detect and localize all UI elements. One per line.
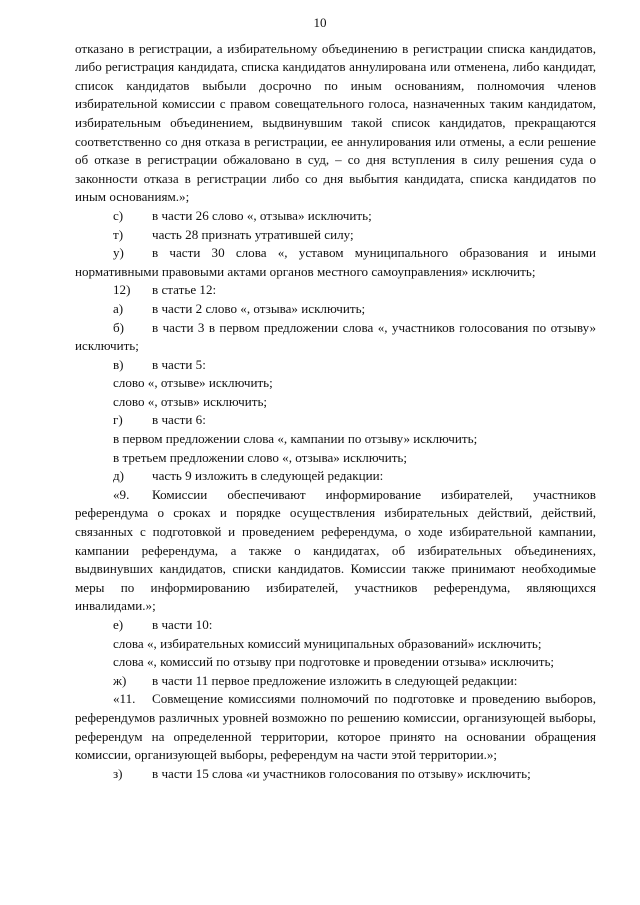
list-marker: ж) xyxy=(113,672,127,688)
list-marker: а) xyxy=(113,300,124,316)
paragraph-text: в части 10: xyxy=(152,617,213,632)
paragraph-text: Комиссии обеспечивают информирование избирателей, участников референдума о сроках и порядке осуществления избирательных действий, действий, связанных с подготовкой и проведением референдума, о ходе избирательной кампании, кампании референдума, а также о кандидатах, об избирательных объединениях, выдвинувших кандидатов, списки кандидатов. Комиссии также принимают необходимые меры по информированию избирателей, участников референдума, являющихся инвалидами.»; xyxy=(75,486,596,614)
list-marker: т) xyxy=(113,226,124,242)
paragraph-text: часть 9 изложить в следующей редакции: xyxy=(152,468,384,484)
list-marker: «11. xyxy=(113,691,136,707)
paragraph: в первом предложении слова «, кампании по отзыву» исключить; xyxy=(113,431,478,447)
paragraph xyxy=(75,616,596,635)
paragraph: слово «, отзыве» исключить; xyxy=(113,375,273,391)
paragraph: слова «, комиссий по отзыву при подготовке и проведении отзыва» исключить; xyxy=(113,654,555,670)
paragraph xyxy=(75,244,596,281)
paragraph: отказано в регистрации, а избирательному объединению в регистрации списка кандидатов, либо регистрация кандидата, списка кандидатов аннулирована или отменена, либо кандидат, список кандидатов выбыли досрочно по иным основаниям, полномочия членов избирательной комиссии с правом совещательного голоса, назначенных таким кандидатом, избирательным объединением, выдвинувшим такой список кандидатов, прекращаются соответственно со дня отказа в регистрации, ее аннулирования или отмены, а если решение об отказе в регистрации обжаловано в суд, – со дня вступления в силу решения суда о законности отказа в регистрации либо со дня выбытия кандидата, списка кандидатов по иным основаниям.»; xyxy=(75,40,596,205)
paragraph-text: в части 5: xyxy=(152,356,206,372)
paragraph: слова «, избирательных комиссий муниципальных образований» исключить; xyxy=(113,635,542,651)
document-body xyxy=(75,40,596,784)
paragraph-text: в части 30 слова «, уставом муниципального образования и иными нормативными правовыми актами органов местного самоуправления» исключить; xyxy=(75,245,596,279)
list-marker: б) xyxy=(113,319,125,335)
paragraph xyxy=(75,486,596,616)
paragraph xyxy=(75,356,596,375)
paragraph-text: Совмещение комиссиями полномочий по подготовке и проведению выборов, референдумов различных уровней возможно по решению комиссии, организующей выборы, референдум на определенной территории, которое принято на основании обращения комиссии, организующей выборы, референдум на части этой территории.»; xyxy=(75,691,596,763)
paragraph xyxy=(75,672,596,691)
list-marker: «9. xyxy=(113,486,130,502)
list-marker: 12) xyxy=(113,282,131,298)
paragraph: в третьем предложении слово «, отзыва» исключить; xyxy=(113,449,408,465)
paragraph xyxy=(75,411,596,430)
paragraph-text: в части 15 слова «и участников голосования по отзыву» исключить; xyxy=(152,765,531,781)
page-number: 10 xyxy=(313,15,327,30)
paragraph xyxy=(75,765,596,784)
paragraph-text: в части 3 в первом предложении слова «, участников голосования по отзыву» исключить; xyxy=(75,319,596,354)
list-marker: з) xyxy=(113,765,123,781)
paragraph-text: в части 2 слово «, отзыва» исключить; xyxy=(152,300,366,316)
list-marker: д) xyxy=(113,468,125,484)
list-marker: у) xyxy=(113,245,124,261)
paragraph xyxy=(75,467,596,486)
paragraph xyxy=(75,226,596,245)
paragraph xyxy=(75,319,596,356)
paragraph xyxy=(75,300,596,319)
list-marker: е) xyxy=(113,617,124,632)
paragraph xyxy=(75,281,596,300)
list-marker: г) xyxy=(113,412,123,428)
list-marker: с) xyxy=(113,207,124,223)
paragraph xyxy=(75,207,596,226)
list-marker: в) xyxy=(113,356,124,372)
paragraph xyxy=(75,690,596,764)
paragraph-text: в части 11 первое предложение изложить в следующей редакции: xyxy=(152,672,518,688)
paragraph: слово «, отзыв» исключить; xyxy=(113,393,268,409)
paragraph-text: в статье 12: xyxy=(152,282,217,298)
paragraph-text: часть 28 признать утратившей силу; xyxy=(152,226,354,242)
paragraph-text: в части 6: xyxy=(152,412,206,428)
paragraph-text: в части 26 слово «, отзыва» исключить; xyxy=(152,207,372,223)
